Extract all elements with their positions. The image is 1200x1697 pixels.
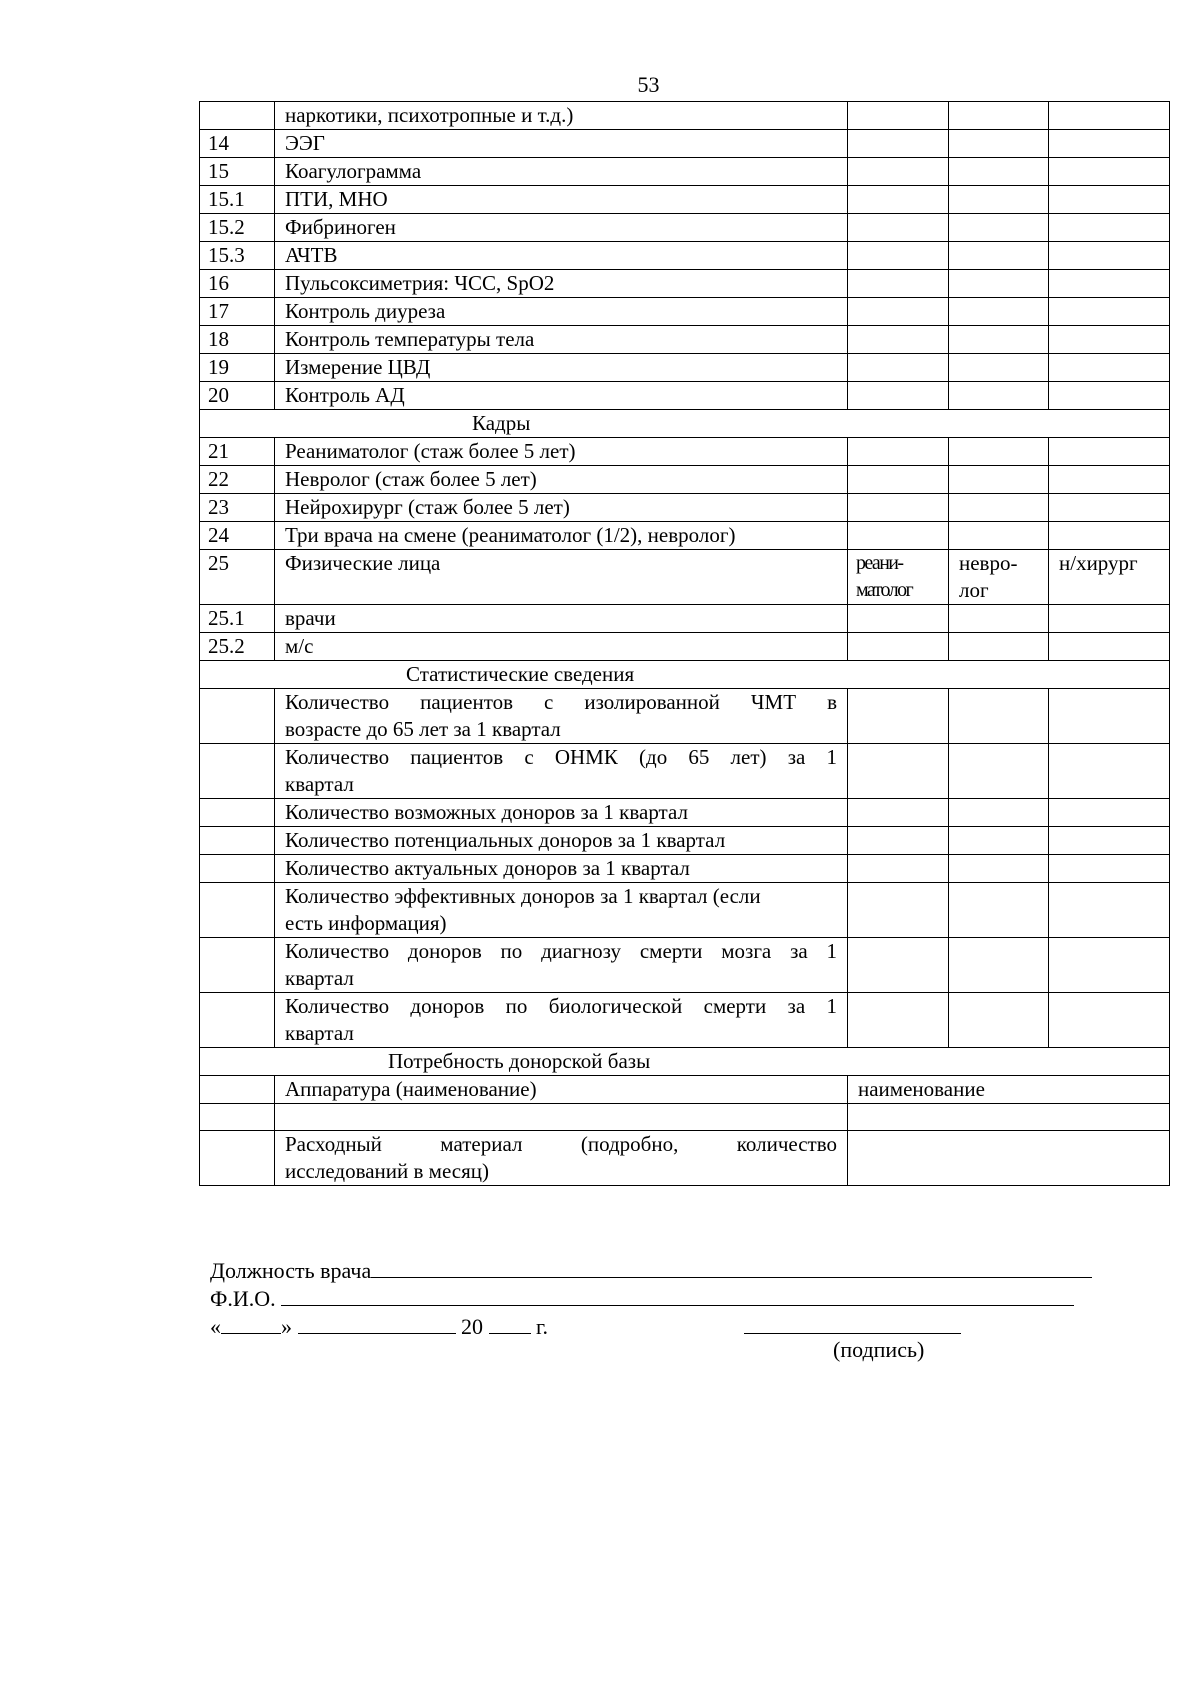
value-cell (1049, 438, 1170, 466)
value-cell (848, 130, 949, 158)
equipment-name-cell: наименование (848, 1076, 1170, 1104)
table-row (200, 605, 1170, 633)
value-cell (848, 799, 949, 827)
row-text: Контроль АД (275, 382, 848, 410)
fio-field[interactable] (281, 1283, 1074, 1306)
row-number (200, 855, 275, 883)
value-cell (848, 827, 949, 855)
text-line: Количество доноров по биологической смерти за 1 (285, 994, 837, 1018)
value-cell (949, 214, 1049, 242)
value-cell (1049, 466, 1170, 494)
value-cell (1049, 242, 1170, 270)
table-row (200, 466, 1170, 494)
row-text: ЭЭГ (275, 130, 848, 158)
value-cell (848, 354, 949, 382)
row-text: АЧТВ (275, 242, 848, 270)
row-number (200, 938, 275, 993)
value-cell (949, 855, 1049, 883)
value-cell (949, 242, 1049, 270)
value-cell (1049, 993, 1170, 1048)
value-cell (1049, 382, 1170, 410)
table-row (200, 938, 1170, 993)
row-number: 18 (200, 326, 275, 354)
row-number (200, 1076, 275, 1104)
row-text: Невролог (стаж более 5 лет) (275, 466, 848, 494)
row-text: наркотики, психотропные и т.д.) (275, 102, 848, 130)
table-row (200, 993, 1170, 1048)
row-text (275, 744, 848, 799)
year-field[interactable] (489, 1311, 531, 1334)
table-row (200, 158, 1170, 186)
value-cell (848, 466, 949, 494)
row-text: Коагулограмма (275, 158, 848, 186)
header-line: лог (959, 578, 989, 602)
value-cell (848, 1131, 1170, 1186)
value-cell (848, 382, 949, 410)
header-line: невро- (959, 551, 1018, 575)
text-line: Расходный материал (подробно, количество (285, 1132, 837, 1156)
section-header-row (200, 661, 1170, 689)
table-row (200, 522, 1170, 550)
value-cell (848, 242, 949, 270)
table-row (200, 102, 1170, 130)
value-cell (949, 883, 1049, 938)
row-number: 21 (200, 438, 275, 466)
row-text (275, 883, 848, 938)
table-row (200, 270, 1170, 298)
value-cell (949, 494, 1049, 522)
value-cell (848, 438, 949, 466)
header-line: реани- (856, 552, 903, 574)
row-text: врачи (275, 605, 848, 633)
row-number (200, 827, 275, 855)
row-number (200, 883, 275, 938)
value-cell (1049, 883, 1170, 938)
value-cell (848, 633, 949, 661)
day-field[interactable] (221, 1311, 281, 1334)
table-row (200, 1131, 1170, 1186)
row-number (200, 744, 275, 799)
value-cell (848, 522, 949, 550)
table-row (200, 633, 1170, 661)
value-cell (1049, 605, 1170, 633)
section-title-statistics: Статистические сведения (200, 661, 1170, 689)
row-text: Количество потенциальных доноров за 1 квартал (275, 827, 848, 855)
table-row (200, 550, 1170, 605)
row-text: Количество возможных доноров за 1 квартал (275, 799, 848, 827)
page-number: 53 (637, 72, 660, 97)
row-number: 15.1 (200, 186, 275, 214)
row-number: 22 (200, 466, 275, 494)
value-cell (949, 993, 1049, 1048)
text-line: Количество доноров по диагнозу смерти мозга за 1 (285, 939, 837, 963)
value-cell (949, 270, 1049, 298)
row-number: 25.2 (200, 633, 275, 661)
row-text (275, 1104, 848, 1131)
signature-field[interactable] (744, 1311, 961, 1334)
value-cell (848, 326, 949, 354)
table-row (200, 214, 1170, 242)
value-cell (848, 605, 949, 633)
value-cell (949, 130, 1049, 158)
table-row (200, 382, 1170, 410)
text-line: Количество пациентов с изолированной ЧМТ в (285, 690, 837, 714)
table-row (200, 827, 1170, 855)
value-cell (949, 689, 1049, 744)
table-row (200, 242, 1170, 270)
table-row (200, 799, 1170, 827)
fio-line (210, 1283, 1092, 1311)
row-text: Контроль диуреза (275, 298, 848, 326)
row-number: 25 (200, 550, 275, 605)
row-text: м/с (275, 633, 848, 661)
year-prefix: 20 (461, 1314, 483, 1339)
text-line: Количество пациентов с ОНМК (до 65 лет) за 1 (285, 745, 837, 769)
row-number: 23 (200, 494, 275, 522)
value-cell (848, 298, 949, 326)
table-row (200, 354, 1170, 382)
table-row (200, 744, 1170, 799)
row-text: Количество актуальных доноров за 1 квартал (275, 855, 848, 883)
row-number: 16 (200, 270, 275, 298)
value-cell (848, 855, 949, 883)
value-cell (1049, 522, 1170, 550)
column-header-resuscitator (848, 550, 949, 605)
value-cell (1049, 102, 1170, 130)
signature-caption: (подпись) (833, 1337, 925, 1362)
value-cell (949, 605, 1049, 633)
value-cell (949, 633, 1049, 661)
value-cell (949, 827, 1049, 855)
table-row (200, 494, 1170, 522)
row-number: 25.1 (200, 605, 275, 633)
row-number (200, 1131, 275, 1186)
row-text: Фибриноген (275, 214, 848, 242)
quote-open: « (210, 1314, 221, 1339)
value-cell (848, 993, 949, 1048)
value-cell (1049, 494, 1170, 522)
row-number: 15 (200, 158, 275, 186)
row-text: Нейрохирург (стаж более 5 лет) (275, 494, 848, 522)
value-cell (949, 158, 1049, 186)
value-cell (1049, 744, 1170, 799)
value-cell (1049, 298, 1170, 326)
text-line: возрасте до 65 лет за 1 квартал (285, 717, 561, 741)
position-label: Должность врача (210, 1258, 372, 1283)
table-row (200, 130, 1170, 158)
table-row (200, 883, 1170, 938)
value-cell (949, 186, 1049, 214)
header-line: матолог (856, 579, 913, 601)
section-header-row (200, 410, 1170, 438)
row-number: 14 (200, 130, 275, 158)
section-title-staff: Кадры (200, 410, 1170, 438)
value-cell (1049, 689, 1170, 744)
row-text (275, 1131, 848, 1186)
row-text: Физические лица (275, 550, 848, 605)
row-text (275, 993, 848, 1048)
position-line (210, 1255, 1092, 1283)
value-cell (949, 354, 1049, 382)
value-cell (848, 186, 949, 214)
row-number: 15.2 (200, 214, 275, 242)
text-line: Количество эффективных доноров за 1 квартал (если (285, 884, 761, 908)
value-cell (1049, 186, 1170, 214)
value-cell (848, 883, 949, 938)
table-row (200, 438, 1170, 466)
value-cell (1049, 354, 1170, 382)
value-cell (949, 298, 1049, 326)
value-cell (848, 689, 949, 744)
value-cell (949, 799, 1049, 827)
year-suffix: г. (536, 1314, 549, 1339)
table-row (200, 689, 1170, 744)
hospital-assessment-table (199, 101, 1170, 1186)
value-cell (848, 938, 949, 993)
column-header-neurosurgeon: н/хирург (1049, 550, 1170, 605)
date-line (210, 1311, 1092, 1339)
row-text: Пульсоксиметрия: ЧСС, SpO2 (275, 270, 848, 298)
row-number: 20 (200, 382, 275, 410)
value-cell (949, 466, 1049, 494)
row-text: Измерение ЦВД (275, 354, 848, 382)
column-header-neurologist (949, 550, 1049, 605)
section-header-row (200, 1048, 1170, 1076)
fio-label: Ф.И.О. (210, 1286, 276, 1311)
section-title-needs: Потребность донорской базы (200, 1048, 1170, 1076)
row-number (200, 102, 275, 130)
row-number: 24 (200, 522, 275, 550)
table-row (200, 186, 1170, 214)
value-cell (848, 102, 949, 130)
row-text (275, 689, 848, 744)
quote-close: » (281, 1314, 292, 1339)
row-number (200, 689, 275, 744)
row-text: Реаниматолог (стаж более 5 лет) (275, 438, 848, 466)
value-cell (1049, 158, 1170, 186)
value-cell (949, 382, 1049, 410)
value-cell (848, 158, 949, 186)
table-row (200, 326, 1170, 354)
value-cell (1049, 130, 1170, 158)
value-cell (949, 102, 1049, 130)
row-text: Три врача на смене (реаниматолог (1/2), невролог) (275, 522, 848, 550)
text-line: квартал (285, 772, 354, 796)
table-row (200, 1076, 1170, 1104)
month-field[interactable] (298, 1311, 456, 1334)
value-cell (848, 214, 949, 242)
value-cell (949, 938, 1049, 993)
value-cell (1049, 633, 1170, 661)
row-text: Контроль температуры тела (275, 326, 848, 354)
value-cell (949, 438, 1049, 466)
table-row (200, 1104, 1170, 1131)
position-field[interactable] (371, 1255, 1092, 1278)
value-cell (949, 744, 1049, 799)
value-cell (949, 522, 1049, 550)
signature-block (210, 1255, 1092, 1339)
text-line: исследований в месяц) (285, 1159, 490, 1183)
value-cell (1049, 326, 1170, 354)
value-cell (848, 744, 949, 799)
row-number: 17 (200, 298, 275, 326)
value-cell (949, 326, 1049, 354)
table-row (200, 298, 1170, 326)
value-cell (1049, 799, 1170, 827)
text-line: квартал (285, 966, 354, 990)
value-cell (848, 494, 949, 522)
row-number (200, 993, 275, 1048)
row-text: ПТИ, МНО (275, 186, 848, 214)
row-text: Аппаратура (наименование) (275, 1076, 848, 1104)
value-cell (848, 1104, 1170, 1131)
row-number (200, 1104, 275, 1131)
row-text (275, 938, 848, 993)
value-cell (1049, 855, 1170, 883)
value-cell (1049, 214, 1170, 242)
value-cell (1049, 270, 1170, 298)
text-line: квартал (285, 1021, 354, 1045)
table-row (200, 855, 1170, 883)
value-cell (1049, 938, 1170, 993)
row-number (200, 799, 275, 827)
text-line: есть информация) (285, 911, 447, 935)
row-number: 19 (200, 354, 275, 382)
value-cell (848, 270, 949, 298)
value-cell (1049, 827, 1170, 855)
row-number: 15.3 (200, 242, 275, 270)
